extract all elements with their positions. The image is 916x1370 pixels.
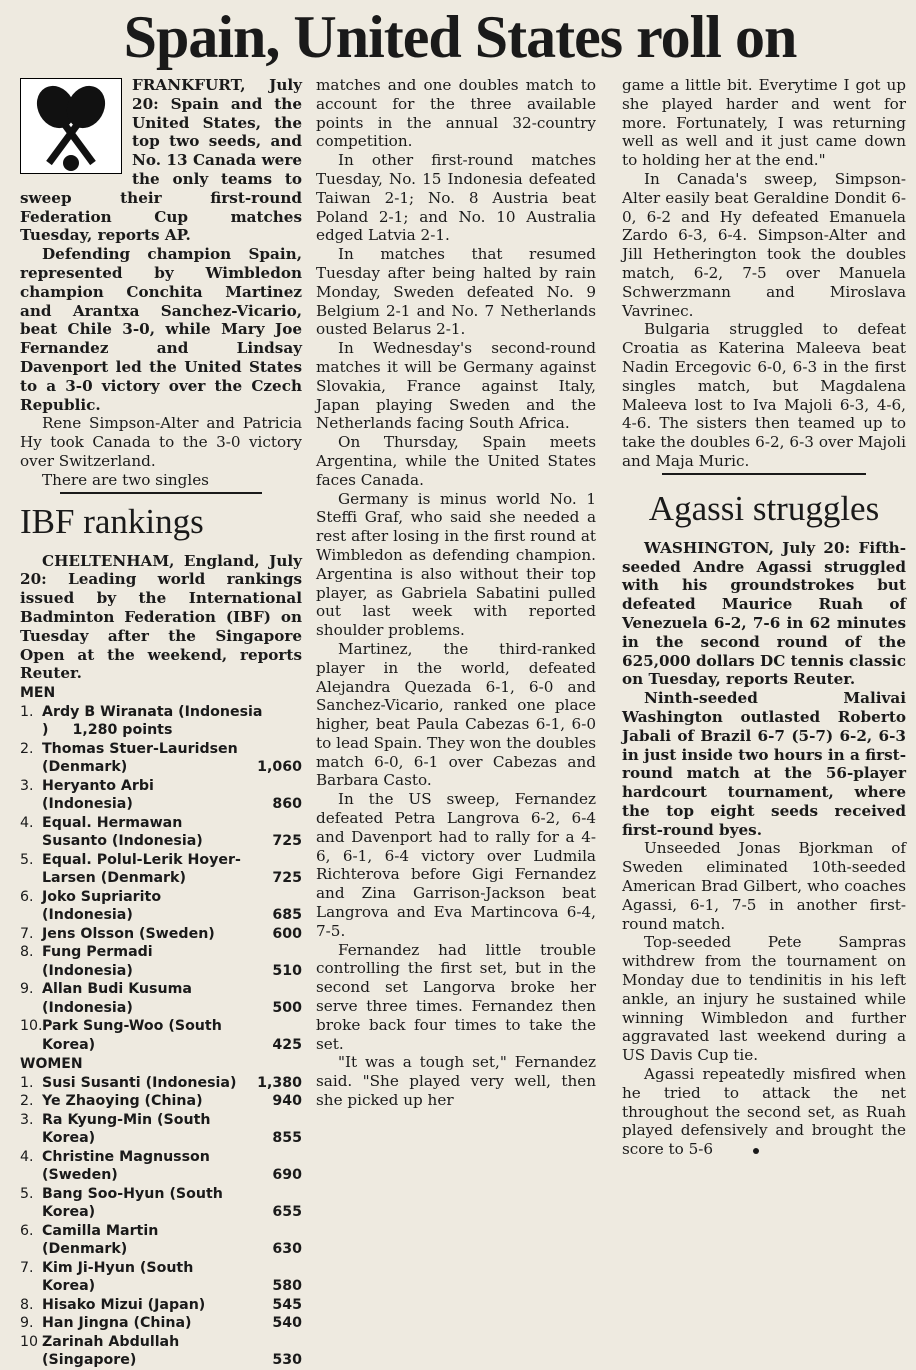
ranking-number: 8. (20, 1296, 34, 1313)
ranking-points: 1,280 points (72, 722, 173, 739)
ranking-points: 725 (272, 833, 302, 850)
story-paragraph: In the US sweep, Fernandez defeated Petra Langrova 6-2, 6-4 and Davenport had to rally for a 4-6, 6-1, 6-4 victory over Ludmila Richterova before Gigi Fernandez and Zina Garrison-Jackson beat Langrova and Eva Martincova 6-4, 7-5. (316, 790, 596, 940)
ranking-row (20, 888, 302, 925)
ranking-player: Jens Olsson (Sweden) (42, 925, 215, 942)
tennis-rackets-icon (21, 79, 121, 173)
ranking-row (20, 1333, 302, 1370)
ranking-row (20, 1259, 302, 1296)
story-paragraph: In other first-round matches Tuesday, No. 15 Indonesia defeated Taiwan 2-1; No. 8 Austria beat Poland 2-1; and No. 10 Australia edged Latvia 2-1. (316, 151, 596, 245)
ibf-rankings-title: IBF rankings (20, 501, 204, 541)
story-paragraph: Defending champion Spain, represented by Wimbledon champion Conchita Martinez and Arantxa Sanchez-Vicario, beat Chile 3-0, while Mary Joe Fernandez and Lindsay Davenport led the United States to a 3-0 victory over the Czech Republic. (20, 245, 302, 414)
ranking-player: Han Jingna (China) (42, 1315, 192, 1332)
ranking-row (20, 980, 302, 1017)
story-paragraph: "It was a tough set," Fernandez said. "She played very well, then she picked up her (316, 1053, 596, 1110)
men-rankings (20, 703, 302, 1055)
ranking-number: 2. (20, 740, 34, 757)
ranking-player: Zarinah Abdullah (Singapore) (42, 1333, 180, 1369)
ranking-number: 10 (20, 1333, 39, 1350)
divider-rule (60, 492, 262, 494)
story-paragraph: matches and one doubles match to account for the three available points in the annual 32-country competition. (316, 76, 596, 151)
ranking-row (20, 703, 302, 740)
story-paragraph: Germany is minus world No. 1 Steffi Graf, who said she needed a rest after losing in the first round at Wimbledon as defending champion. Argentina is also without their top player, as Gabriela Sabatini pulled out last week with reported shoulder problems. (316, 489, 596, 640)
ranking-player: Bang Soo-Hyun (South Korea) (42, 1185, 223, 1221)
column-3 (622, 76, 906, 1159)
ranking-player: Ye Zhaoying (China) (42, 1093, 203, 1110)
ibf-intro: CHELTENHAM, England, July 20: Leading world rankings issued by the International Badminton Federation (IBF) on Tuesday after the Singapore Open at the weekend, reports Reuter. (20, 551, 302, 683)
agassi-paragraph: Top-seeded Pete Sampras withdrew from the tournament on Monday due to tendinitis in his left ankle, an injury he sustained while winning Wimbledon and further aggravated last weekend during a US Davis Cup tie. (622, 933, 906, 1065)
divider-rule (662, 473, 866, 475)
ranking-points: 1,380 (257, 1074, 302, 1091)
story-paragraph: game a little bit. Everytime I got up she played harder and went for more. Fortunately, I was returning well as well and it just came down to holding her at the end." (622, 76, 906, 170)
ranking-row (20, 1185, 302, 1222)
agassi-paragraph: WASHINGTON, July 20: Fifth-seeded Andre Agassi struggled with his groundstrokes but defeated Maurice Ruah of Venezuela 6-2, 7-6 in 62 minutes in the second round of the 625,000 dollars DC tennis classic on Tuesday, reports Reuter. (622, 538, 906, 689)
ranking-player: Camilla Martin (Denmark) (42, 1222, 159, 1258)
headline: Spain, United States roll on (123, 4, 797, 70)
ranking-points: 540 (272, 1315, 302, 1332)
agassi-paragraph: Ninth-seeded Malivai Washington outlasted Roberto Jabali of Brazil 6-7 (5-7) 6-2, 6-3 in just inside two hours in a first-round match at the 56-player hardcourt tournament, where the top eight seeds received first-round byes. (622, 689, 906, 839)
ranking-number: 4. (20, 1148, 34, 1165)
men-label: MEN (20, 685, 56, 702)
agassi-paragraph (622, 1065, 906, 1159)
ranking-number: 2. (20, 1093, 34, 1110)
tennis-rackets-logo (20, 78, 122, 174)
ranking-number: 7. (20, 925, 34, 942)
story-paragraph: Bulgaria struggled to defeat Croatia as Katerina Maleeva beat Nadin Ercegovic 6-0, 6-3 in the first singles match, but Magdalena Maleeva lost to Iva Majoli 6-3, 4-6, 4-6. The sisters then teamed up to take the doubles 6-2, 6-3 over Majoli and Maja Muric. (622, 320, 906, 470)
ranking-row (20, 925, 302, 944)
ranking-player: Christine Magnusson (Sweden) (42, 1148, 210, 1184)
ranking-player: Ardy B Wiranata (Indonesia ) (42, 703, 263, 739)
story-paragraph: Martinez, the third-ranked player in the world, defeated Alejandra Quezada 6-1, 6-0 and Sanchez-Vicario, ranked one place higher, beat Paula Cabezas 6-1, 6-0 to lead Spain. They won the doubles match 6-0, 6-1 over Cabezas and Barbara Casto. (316, 639, 596, 790)
ranking-points: 940 (272, 1093, 302, 1110)
ranking-player: Park Sung-Woo (South Korea) (42, 1018, 222, 1053)
ranking-row (20, 1111, 302, 1148)
ranking-row (20, 1092, 302, 1111)
ranking-points: 580 (272, 1278, 302, 1295)
agassi-title: Agassi struggles (648, 488, 880, 528)
ranking-player: Ra Kyung-Min (South Korea) (42, 1111, 211, 1147)
end-dot-icon (753, 1148, 759, 1154)
ranking-number: 5. (20, 1185, 34, 1202)
ranking-points: 1,060 (257, 759, 302, 776)
ranking-points: 500 (272, 999, 302, 1016)
ranking-points: 855 (272, 1130, 302, 1147)
column-2 (316, 76, 596, 1110)
story-paragraph: In Wednesday's second-round matches it will be Germany against Slovakia, France against Italy, Japan playing Sweden and the Netherlands facing South Africa. (316, 339, 596, 433)
ranking-row (20, 1314, 302, 1333)
story-paragraph: In matches that resumed Tuesday after being halted by rain Monday, Sweden defeated No. 9 Belgium 2-1 and No. 7 Netherlands ousted Belarus 2-1. (316, 245, 596, 339)
ranking-number: 1. (20, 1074, 34, 1091)
ranking-player: Fung Permadi (Indonesia) (42, 944, 153, 979)
ibf-rankings-list (20, 684, 302, 1370)
ranking-points: 685 (272, 907, 302, 924)
ranking-number: 3. (20, 777, 34, 794)
ranking-number: 10. (20, 1018, 43, 1035)
women-label: WOMEN (20, 1056, 83, 1073)
ranking-row (20, 1222, 302, 1259)
ranking-points: 655 (272, 1204, 302, 1221)
ranking-points: 425 (272, 1036, 302, 1053)
column-1 (20, 76, 302, 1370)
ranking-player: Equal. Hermawan Susanto (Indonesia) (42, 814, 203, 850)
ranking-player: Heryanto Arbi (Indonesia) (42, 777, 154, 813)
ranking-number: 8. (20, 944, 34, 961)
ranking-row (20, 1017, 302, 1054)
ranking-points: 530 (272, 1352, 302, 1369)
ranking-row (20, 943, 302, 980)
ranking-player: Thomas Stuer-Lauridsen (Denmark) (42, 740, 238, 776)
ranking-number: 4. (20, 814, 34, 831)
ranking-row (20, 1074, 302, 1093)
ranking-points: 510 (272, 962, 302, 979)
ranking-number: 3. (20, 1111, 34, 1128)
story-paragraph: On Thursday, Spain meets Argentina, while the United States faces Canada. (316, 433, 596, 489)
ranking-player: Susi Susanti (Indonesia) (42, 1074, 237, 1091)
ranking-player: Joko Supriarito (Indonesia) (42, 888, 162, 924)
story-paragraph: In Canada's sweep, Simpson-Alter easily beat Geraldine Dondit 6-0, 6-2 and Hy defeated Emanuela Zardo 6-3, 6-4. Simpson-Alter and Jill Hetherington took the doubles match, 6-2, 7-5 over Manuela Schwerzmann and Miroslava Vavrinec. (622, 169, 906, 320)
ranking-number: 6. (20, 1222, 34, 1239)
story-paragraph: Fernandez had little trouble controlling the first set, but in the second set Langorva broke her serve three times. Fernandez then broke back four times to take the set. (316, 940, 596, 1053)
ranking-number: 9. (20, 1315, 34, 1332)
story-paragraph: FRANKFURT, July 20: Spain and the United States, the top two seeds, and No. 13 Canada were the only teams to sweep their first-round Federation Cup matches Tuesday, reports AP. (20, 76, 302, 245)
ranking-number: 1. (20, 703, 34, 720)
ranking-number: 5. (20, 851, 34, 868)
ranking-points: 600 (272, 925, 302, 942)
ranking-number: 7. (20, 1259, 34, 1276)
ranking-points: 545 (272, 1296, 302, 1313)
ranking-points: 860 (272, 796, 302, 813)
agassi-final-text: Agassi repeatedly misfired when he tried to attack the net throughout the second set, as Ruah played defensively and brought the score to 5-6 (622, 1065, 906, 1159)
ranking-row (20, 777, 302, 814)
ranking-points: 690 (272, 1167, 302, 1184)
ranking-player: Kim Ji-Hyun (South Korea) (42, 1259, 194, 1295)
ranking-points: 630 (272, 1241, 302, 1258)
ranking-player: Hisako Mizui (Japan) (42, 1296, 206, 1313)
ranking-row (20, 740, 302, 777)
ranking-row (20, 1148, 302, 1185)
ranking-number: 9. (20, 981, 34, 998)
ranking-row (20, 1296, 302, 1315)
ranking-player: Equal. Polul-Lerik Hoyer-Larsen (Denmark) (42, 851, 241, 887)
story-paragraph: There are two singles (42, 470, 209, 489)
agassi-paragraph: Unseeded Jonas Bjorkman of Sweden eliminated 10th-seeded American Brad Gilbert, who coaches Agassi, 6-1, 7-5 in another first-round match. (622, 839, 906, 933)
ranking-row (20, 814, 302, 851)
ranking-player: Allan Budi Kusuma (Indonesia) (42, 981, 192, 1016)
ranking-row (20, 851, 302, 888)
women-rankings (20, 1074, 302, 1370)
ranking-points: 725 (272, 870, 302, 887)
ranking-number: 6. (20, 888, 34, 905)
story-paragraph: Rene Simpson-Alter and Patricia Hy took Canada to the 3-0 victory over Switzerland. (20, 414, 302, 470)
